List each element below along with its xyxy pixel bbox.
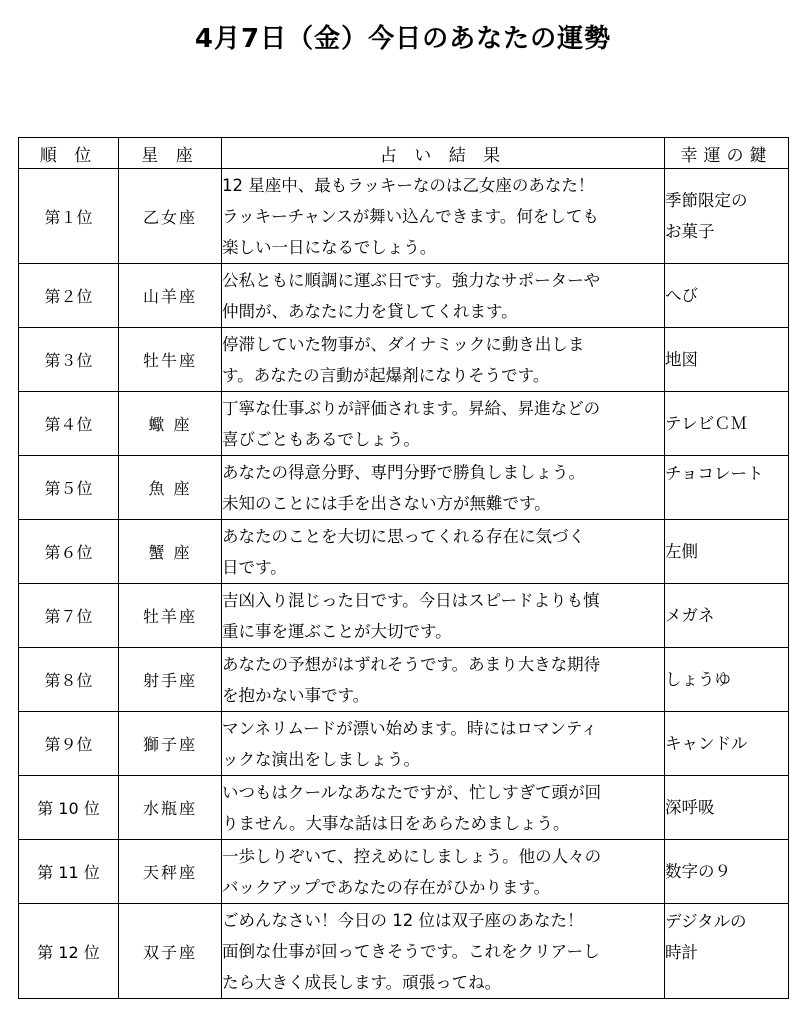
lucky-key-cell: デジタルの 時計 xyxy=(665,904,789,999)
table-row xyxy=(19,840,789,904)
result-cell: 吉凶入り混じった日です。今日はスピードよりも慎 重に事を運ぶことが大切です。 xyxy=(222,584,665,648)
header-lucky-key: 幸運の鍵 xyxy=(665,138,789,169)
table-row xyxy=(19,264,789,328)
result-cell: 一歩しりぞいて、控えめにしましょう。他の人々の バックアップであなたの存在がひかります。 xyxy=(222,840,665,904)
sign-cell: 射手座 xyxy=(119,648,222,712)
table-header-row xyxy=(19,138,789,169)
rank-cell: 第４位 xyxy=(19,392,119,456)
page-title: 4月7日（金）今日のあなたの運勢 xyxy=(194,24,612,54)
lucky-key-cell: チョコレート xyxy=(665,456,789,520)
result-cell: 12 星座中、最もラッキーなのは乙女座のあなた！ ラッキーチャンスが舞い込んできます。何をしても 楽しい一日になるでしょう。 xyxy=(222,169,665,264)
table-row xyxy=(19,712,789,776)
rank-cell: 第 10 位 xyxy=(19,776,119,840)
rank-cell: 第 12 位 xyxy=(19,904,119,999)
table-row xyxy=(19,328,789,392)
result-cell: あなたの得意分野、専門分野で勝負しましょう。 未知のことには手を出さない方が無難です。 xyxy=(222,456,665,520)
lucky-key-cell: 地図 xyxy=(665,328,789,392)
sign-cell: 獅子座 xyxy=(119,712,222,776)
header-result: 占 い 結 果 xyxy=(222,138,665,169)
rank-cell: 第 11 位 xyxy=(19,840,119,904)
result-cell: あなたの予想がはずれそうです。あまり大きな期待 を抱かない事です。 xyxy=(222,648,665,712)
result-cell: 丁寧な仕事ぶりが評価されます。昇給、昇進などの 喜びごともあるでしょう。 xyxy=(222,392,665,456)
sign-cell: 蟹 座 xyxy=(119,520,222,584)
table-row xyxy=(19,456,789,520)
rank-cell: 第５位 xyxy=(19,456,119,520)
rank-cell: 第７位 xyxy=(19,584,119,648)
sign-cell: 双子座 xyxy=(119,904,222,999)
sign-cell: 乙女座 xyxy=(119,169,222,264)
rank-cell: 第２位 xyxy=(19,264,119,328)
rank-cell: 第９位 xyxy=(19,712,119,776)
sign-cell: 水瓶座 xyxy=(119,776,222,840)
rank-cell: 第６位 xyxy=(19,520,119,584)
result-cell: マンネリムードが漂い始めます。時にはロマンティ ックな演出をしましょう。 xyxy=(222,712,665,776)
lucky-key-cell: へび xyxy=(665,264,789,328)
sign-cell: 天秤座 xyxy=(119,840,222,904)
lucky-key-cell: メガネ xyxy=(665,584,789,648)
table-row xyxy=(19,520,789,584)
lucky-key-cell: 左側 xyxy=(665,520,789,584)
lucky-key-cell: 季節限定の お菓子 xyxy=(665,169,789,264)
table-row xyxy=(19,584,789,648)
result-cell: いつもはクールなあなたですが、忙しすぎて頭が回 りません。大事な話は日をあらためましょう。 xyxy=(222,776,665,840)
rank-cell: 第８位 xyxy=(19,648,119,712)
lucky-key-cell: しょうゆ xyxy=(665,648,789,712)
sign-cell: 牡牛座 xyxy=(119,328,222,392)
lucky-key-cell: テレビＣＭ xyxy=(665,392,789,456)
table-row xyxy=(19,392,789,456)
table-row xyxy=(19,776,789,840)
sign-cell: 山羊座 xyxy=(119,264,222,328)
table-row xyxy=(19,648,789,712)
rank-cell: 第１位 xyxy=(19,169,119,264)
lucky-key-cell: 深呼吸 xyxy=(665,776,789,840)
header-sign: 星 座 xyxy=(119,138,222,169)
lucky-key-cell: 数字の９ xyxy=(665,840,789,904)
table-row xyxy=(19,904,789,999)
lucky-key-cell: キャンドル xyxy=(665,712,789,776)
sign-cell: 蠍 座 xyxy=(119,392,222,456)
sign-cell: 魚 座 xyxy=(119,456,222,520)
result-cell: ごめんなさい！今日の 12 位は双子座のあなた！ 面倒な仕事が回ってきそうです。これをクリアーし たら大きく成長します。頑張ってね。 xyxy=(222,904,665,999)
sign-cell: 牡羊座 xyxy=(119,584,222,648)
result-cell: 公私ともに順調に運ぶ日です。強力なサポーターや 仲間が、あなたに力を貸してくれます。 xyxy=(222,264,665,328)
header-rank: 順 位 xyxy=(19,138,119,169)
table-row xyxy=(19,169,789,264)
rank-cell: 第３位 xyxy=(19,328,119,392)
fortune-table xyxy=(18,137,789,999)
result-cell: あなたのことを大切に思ってくれる存在に気づく 日です。 xyxy=(222,520,665,584)
result-cell: 停滞していた物事が、ダイナミックに動き出しま す。あなたの言動が起爆剤になりそうです。 xyxy=(222,328,665,392)
